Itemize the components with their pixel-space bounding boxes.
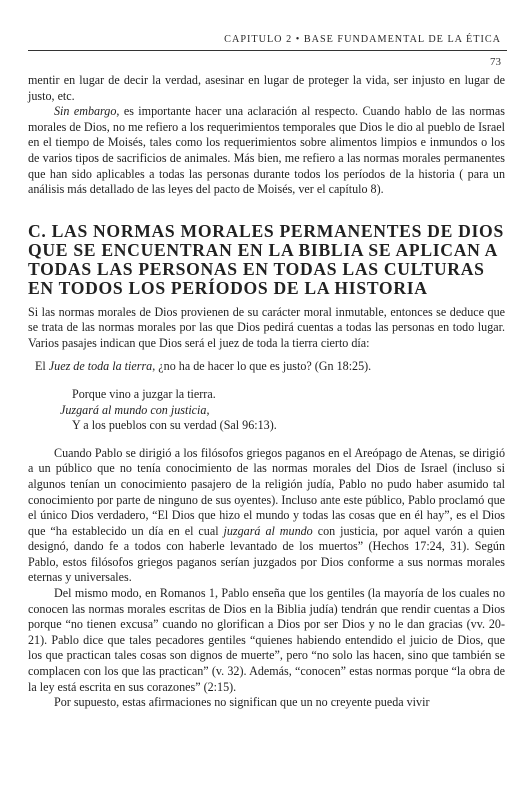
psalm-verse [28, 387, 505, 434]
verse-line-2: Juzgará al mundo con justicia, [60, 402, 210, 417]
areopagus-text-b: con justicia, por aquel varón a quien designó, dando fe a todos con haberle levantado de los muertos” (Hechos 17:24, 31). Según Pablo, estos filósofos griegos paganos serían juzgados por Dios conforme a sus normas morales eternas y universales. [28, 523, 505, 585]
verse-line-3: Y a los pueblos con su verdad (Sal 96:13). [72, 418, 277, 433]
page-body [28, 73, 505, 711]
verse-line-1: Porque vino a juzgar la tierra. [72, 386, 216, 401]
quote-italic: Juez de toda la tierra [48, 359, 153, 374]
running-header [28, 30, 507, 52]
genesis-quote [35, 359, 505, 375]
paragraph-areopagus [28, 446, 505, 586]
quote-prefix: El [35, 359, 49, 374]
paragraph-romans: Del mismo modo, en Romanos 1, Pablo enseña que los gentiles (la mayoría de los cuales no conocen las normas morales escritas de Dios en la Biblia judía) tendrán que rendir cuentas a Dios porque “no tienen excusa” cuando no glorifican a Dios por ser Dios y no le dan gracias (vv. 20-21). Pablo dice que tales pecadores gentiles “quienes habiendo entendido el juicio de Dios, que los que practican tales cosas son dignos de muerte”, pero “no solo las hacen, sino que también se complacen con los que las practican” (v. 32). Además, “conocen” estas normas porque “la obra de la ley está escrita en sus corazones” (2:15). [28, 586, 505, 694]
paragraph-final: Por supuesto, estas afirmaciones no significan que un no creyente pueda vivir [54, 695, 430, 710]
section-intro-paragraph: Si las normas morales de Dios provienen de su carácter moral inmutable, entonces se deduce que se trata de las normas morales por las que Dios pedirá cuentas a todas las personas en todo lugar. Varios pasajes indican que Dios será el juez de toda la tierra cierto día: [28, 304, 505, 350]
verse-line-2-wrap [28, 403, 505, 419]
quote-suffix: , ¿no ha de hacer lo que es justo? (Gn 18:25). [152, 359, 372, 374]
section-heading: C. LAS NORMAS MORALES PERMANENTES DE DIOS QUE SE ENCUENTRAN EN LA BIBLIA SE APLICAN A TODAS LAS PERSONAS EN TODAS LAS CULTURAS EN TODOS LOS PERÍODOS DE LA HISTORIA [28, 220, 504, 299]
areopagus-text-a: Cuando Pablo se dirigió a los filósofos griegos paganos en el Areópago de Atenas, se dirigió a un público que no tenía conocimiento de las normas morales del Dios de Israel (incluso si algunos tenían un conocimiento pasajero de la religión judía, Pablo no pudo haber asumido tal conocimiento por parte de ninguno de sus oyentes). Incluso ante este público, Pablo proclamó que el único Dios verdadero, “El Dios que hizo el mundo y todas las cosas que en él hay”, es el Dios que “ha establecido un día en el cual [28, 445, 505, 538]
clarification-text: es importante hacer una aclaración al respecto. Cuando hablo de las normas morales de Dios, no me refiero a los requerimientos temporales que Dios le dio al pueblo de Israel en el tiempo de Moisés, tales como los requerimientos sobre alimentos limpios e inmundos o los de varios tipos de sacrificios de animales. Más bien, me refiero a las normas morales permanentes que han sido aplicables a todas las personas durante todos los períodos de la historia ( para un análisis más detallado de las leyes del pacto de Moisés, ver el capítulo 8). [28, 104, 505, 197]
areopagus-italic: juzgará al mundo [223, 523, 313, 538]
header-rule [28, 50, 507, 51]
paragraph-continuation: mentir en lugar de decir la verdad, asesinar en lugar de proteger la vida, ser injusto en lugar de justo, etc. [28, 73, 505, 103]
clarification-lead-italic: Sin embargo, [54, 104, 120, 119]
page-number: 73 [490, 56, 501, 68]
paragraph-clarification [28, 104, 505, 198]
section-spacer [28, 198, 505, 222]
running-title: CAPITULO 2 • BASE FUNDAMENTAL DE LA ÉTICA [224, 34, 501, 45]
